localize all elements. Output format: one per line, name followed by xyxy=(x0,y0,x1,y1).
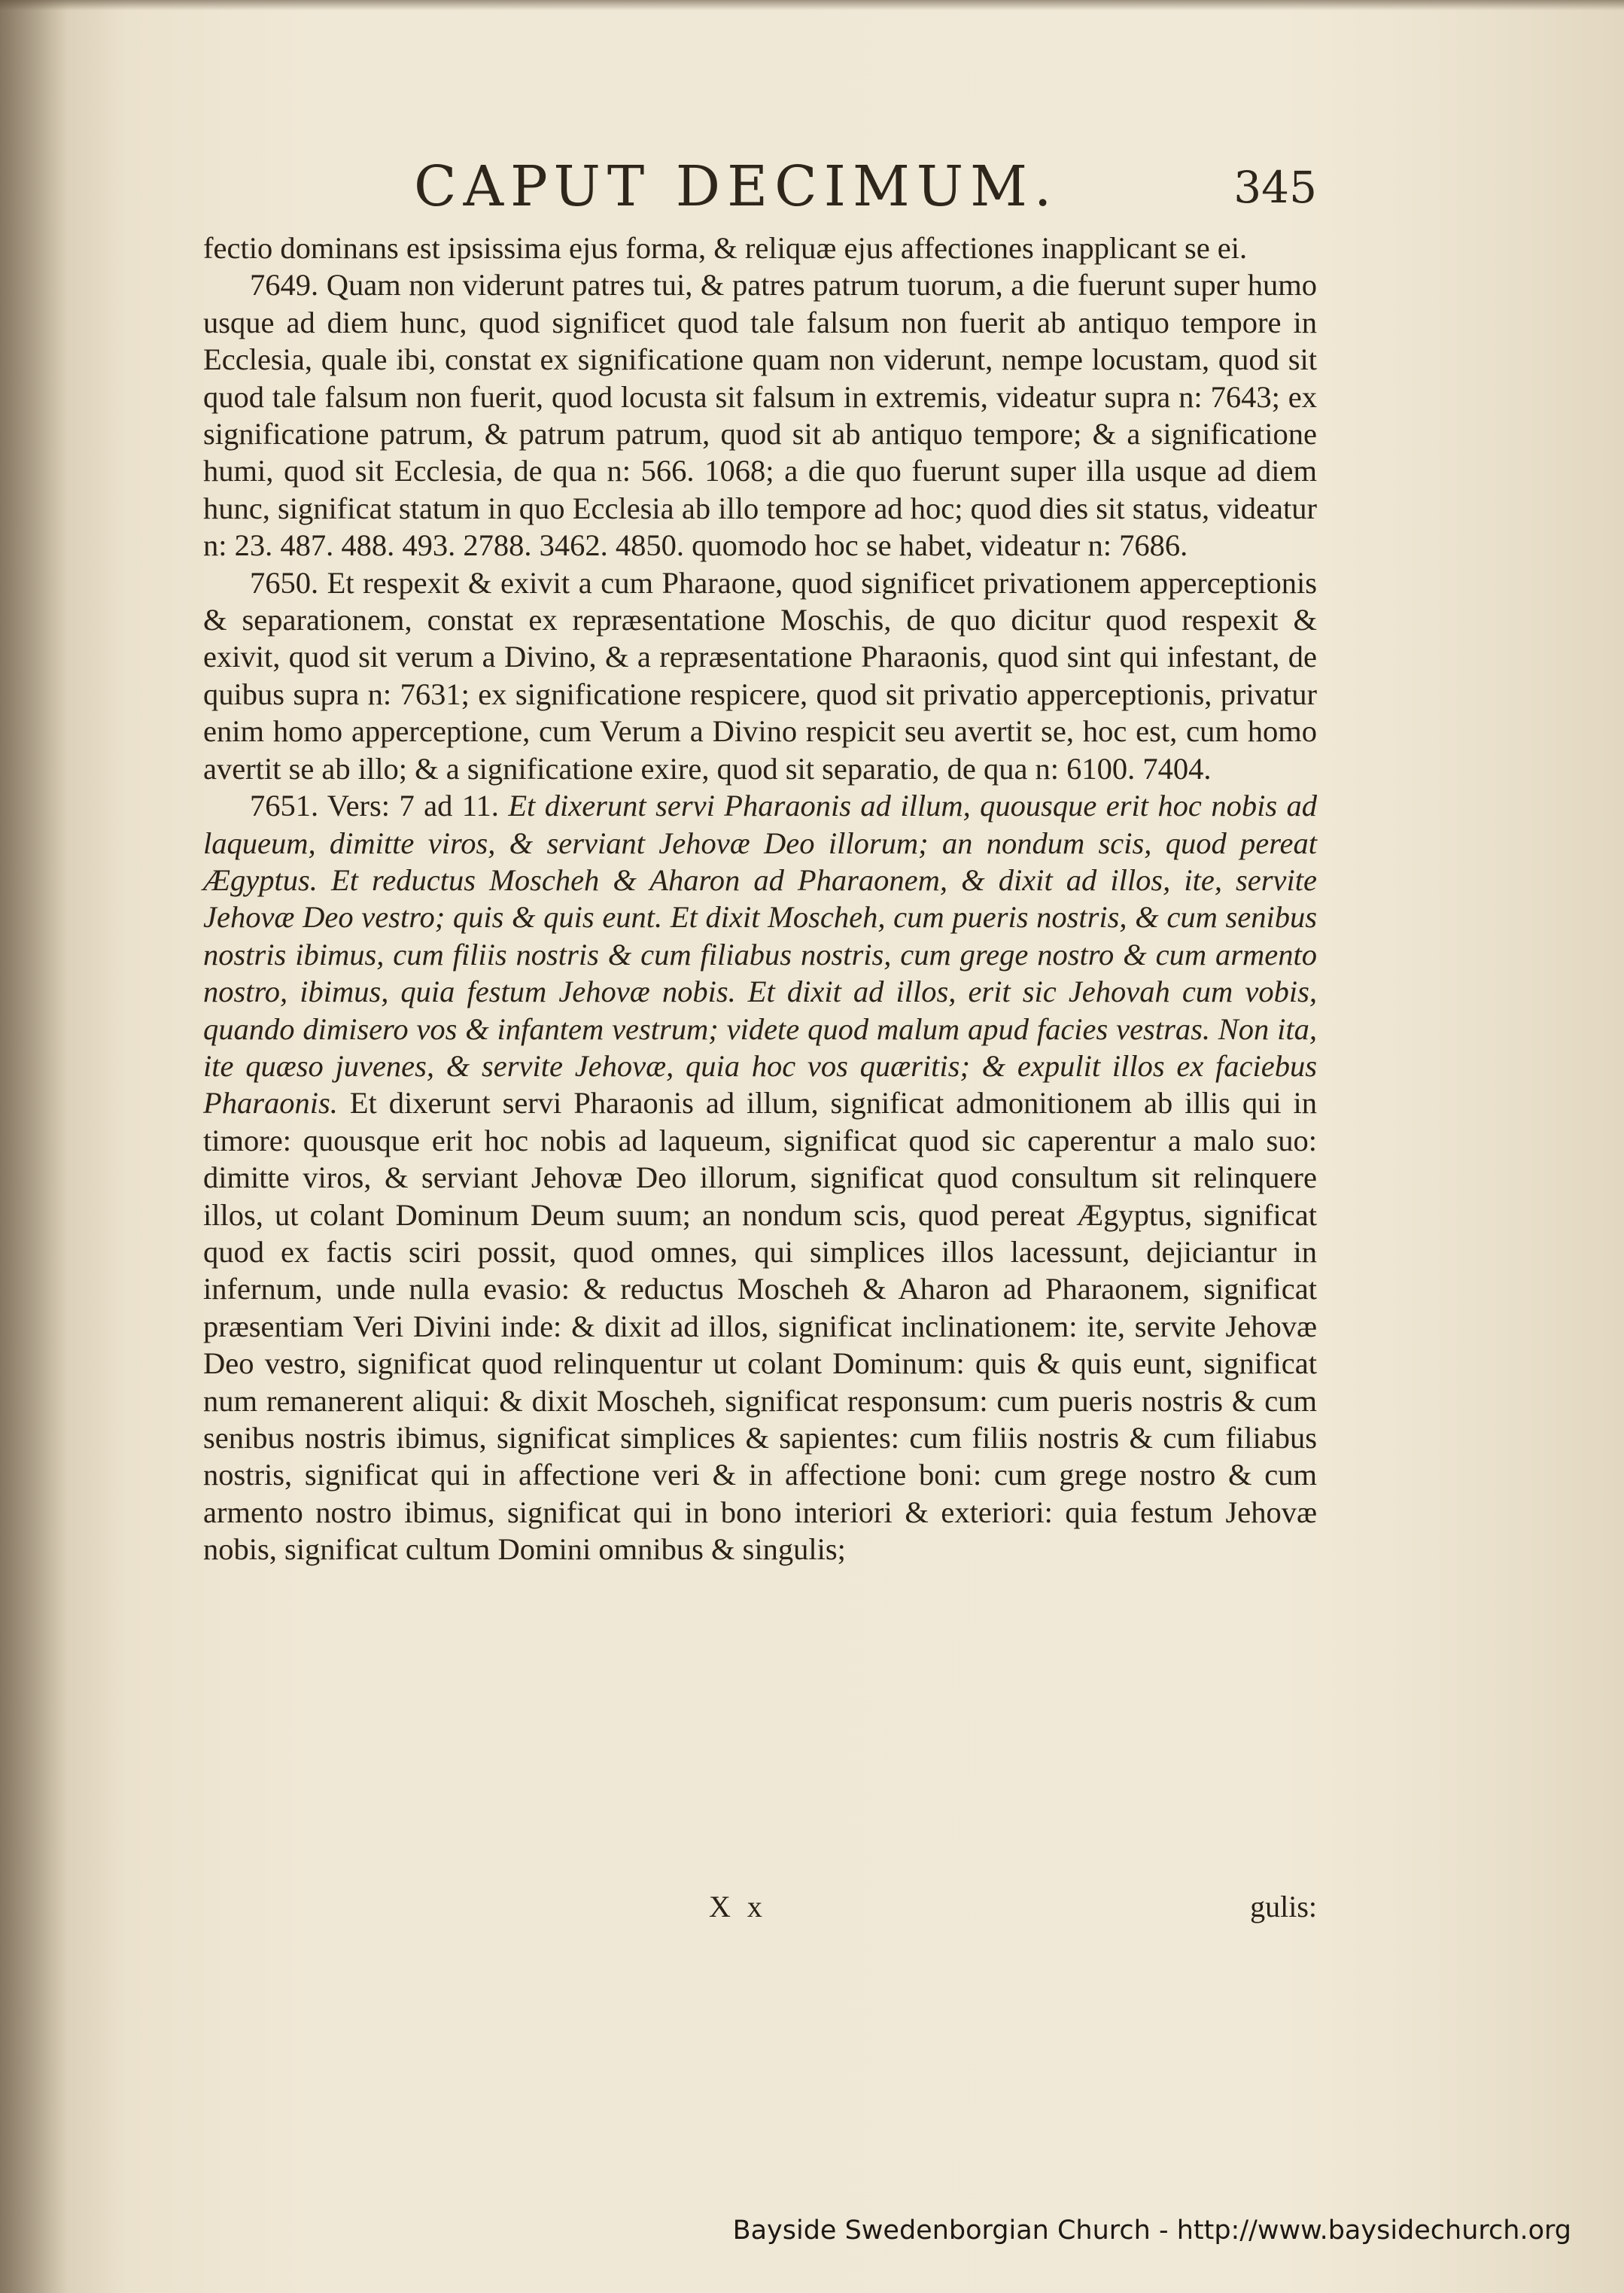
page-header xyxy=(203,154,1317,222)
paragraph-commentary: Et dixerunt servi Pharaonis ad illum, significat admonitionem ab illis qui in timore: quousque erit hoc nobis ad laqueum, significat quod sic caperentur a malo suo: dimitte viros, & serviant Jehovæ Deo illorum, significat quod consultum sit relinquere illos, ut colant Dominum Deum suum; an nondum scis, quod pereat Ægyptus, significat quod ex factis sciri possit, quod omnes, qui simplices illos lacessunt, dejiciantur in infernum, unde nulla evasio: & reductus Moscheh & Aharon ad Pharaonem, significat præsentiam Veri Divini inde: & dixit ad illos, significat inclinationem: ite, servite Jehovæ Deo vestro, significat quod relinquentur ut colant Dominum: quis & quis eunt, significat num remanerent aliqui: & dixit Moscheh, significat responsum: cum pueris nostris & cum senibus nostris ibimus, significat simplices & sapientes: cum filiis nostris & cum filiabus nostris, significat qui in affectione veri & in affectione boni: cum grege nostro & cum armento nostro ibimus, significat qui in bono interiori & exteriori: quia festum Jehovæ nobis, significat cultum Domini omnibus & singulis; xyxy=(203,1086,1317,1567)
paragraph-text: Vers: 7 ad 11. xyxy=(318,789,509,823)
paragraph-7651 xyxy=(203,787,1317,1568)
body-text xyxy=(203,230,1317,1568)
paragraph-text: fectio dominans est ipsissima ejus forma, & reliquæ ejus affectiones inapplicant se ei. xyxy=(203,231,1248,265)
signature-mark: X x xyxy=(709,1890,767,1924)
catchword: gulis: xyxy=(1250,1890,1317,1924)
paragraph-continuation xyxy=(203,230,1317,266)
page-footer xyxy=(203,1889,1317,1934)
spine-shadow xyxy=(0,0,68,2293)
paragraph-7649 xyxy=(203,266,1317,564)
watermark-credit: Bayside Swedenborgian Church - http://www.baysidechurch.org xyxy=(732,2215,1571,2246)
scripture-quote: Et dixerunt servi Pharaonis ad illum, quousque erit hoc nobis ad laqueum, dimitte viros, & serviant Jehovæ Deo illorum; an nondum scis, quod pereat Ægyptus. Et reductus Moscheh & Aharon ad Pharaonem, & dixit ad illos, ite, servite Jehovæ Deo vestro; quis & quis eunt. Et dixit Moscheh, cum pueris nostris, & cum senibus nostris ibimus, cum filiis nostris & cum filiabus nostris, cum grege nostro & cum armento nostro, ibimus, quia festum Jehovæ nobis. Et dixit ad illos, erit sic Jehovah cum vobis, quando dimisero vos & infantem vestrum; videte quod malum apud facies vestras. Non ita, ite quæso juvenes, & servite Jehovæ, quia hoc vos quæritis; & expulit illos ex faciebus Pharaonis. xyxy=(203,789,1318,1121)
page-edge-shadow xyxy=(0,0,1624,11)
paragraph-text: Quam non viderunt patres tui, & patres patrum tuorum, a die fuerunt super humo usque ad diem hunc, quod significet quod tale falsum non fuerit ab antiquo tempore in Ecclesia, quale ibi, constat ex significatione quam non viderunt, nempe locustam, quod sit quod tale falsum non fuerit, quod locusta sit falsum in extremis, videatur supra n: 7643; ex significatione patrum, & patrum patrum, quod sit ab antiquo tempore; & a significatione humi, quod sit Ecclesia, de qua n: 566. 1068; a die quo fuerunt super illa usque ad diem hunc, significat statum in quo Ecclesia ab illo tempore ad hoc; quod dies sit status, videatur n: 23. 487. 488. 493. 2788. 3462. 4850. quomodo hoc se habet, videatur n: 7686. xyxy=(203,268,1317,563)
paragraph-number: 7649. xyxy=(250,268,319,303)
running-title: CAPUT DECIMUM. xyxy=(414,154,1059,219)
page-number: 345 xyxy=(1233,162,1317,213)
paragraph-7650 xyxy=(203,564,1317,787)
paragraph-text: Et respexit & exivit a cum Pharaone, quod significet privationem apperceptionis & separationem, constat ex repræsentatione Moschis, de quo dicitur quod respexit & exivit, quod sit verum a Divino, & a repræsentatione Pharaonis, quod sint qui infestant, de quibus supra n: 7631; ex significatione respicere, quod sit privatio apperceptionis, privatur enim homo apperceptione, cum Verum a Divino respicit seu avertit se, hoc est, cum homo avertit se ab illo; & a significatione exire, quod sit separatio, de qua n: 6100. 7404. xyxy=(203,565,1317,786)
paragraph-number: 7650. xyxy=(250,565,319,600)
paragraph-number: 7651. xyxy=(250,789,319,823)
